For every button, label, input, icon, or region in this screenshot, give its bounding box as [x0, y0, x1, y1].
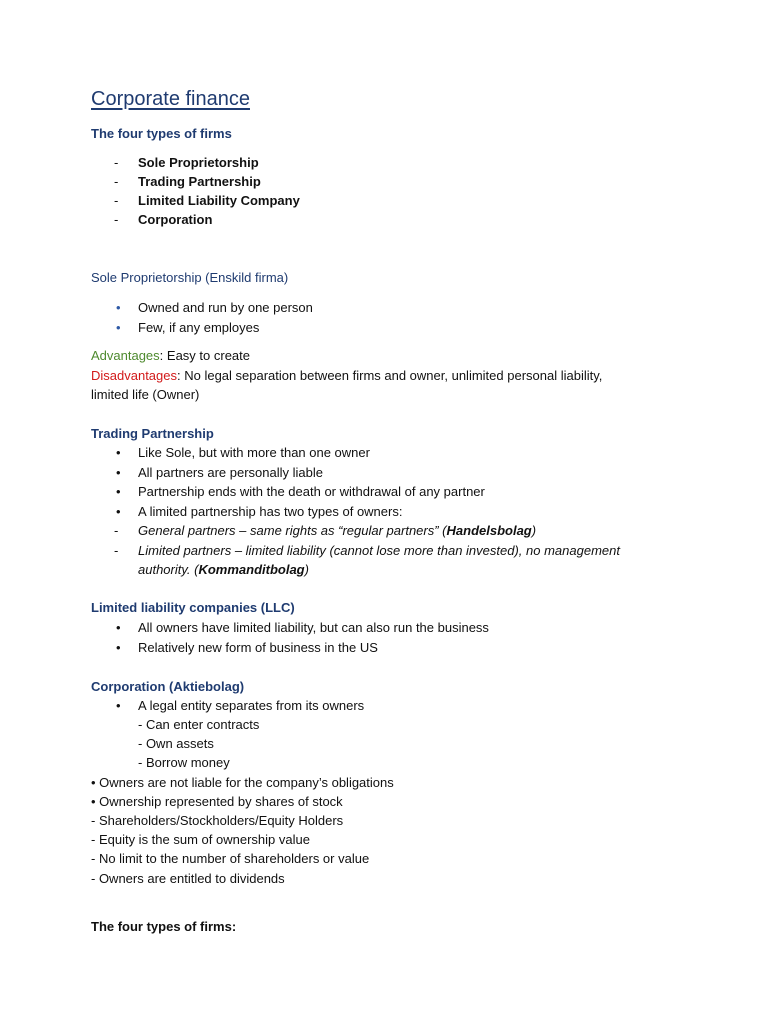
list-item: Sole Proprietorship — [138, 155, 259, 170]
limited-partners-text-2: authority. ( — [138, 562, 199, 577]
footer-heading: The four types of firms: — [91, 919, 237, 934]
bullet-icon: • — [116, 620, 121, 635]
list-item: Limited Liability Company — [138, 193, 300, 208]
page-title: Corporate finance — [91, 88, 250, 110]
list-marker: - — [114, 523, 119, 538]
bullet-icon: • — [116, 445, 121, 460]
llc-heading: Limited liability companies (LLC) — [91, 600, 295, 615]
bullet-icon: • — [116, 300, 121, 315]
general-partners-text: General partners – same rights as “regular partners” ( — [138, 523, 447, 538]
bullet-icon: • — [116, 698, 121, 713]
handelsbolag-term: Handelsbolag — [446, 523, 532, 538]
disadvantages-line — [91, 366, 602, 385]
list-item: Relatively new form of business in the US — [138, 640, 378, 655]
advantages-text: : Easy to create — [159, 348, 250, 363]
sub-item: - Can enter contracts — [138, 717, 260, 732]
corp-line: • Ownership represented by shares of stock — [91, 794, 343, 809]
corp-line: - Equity is the sum of ownership value — [91, 832, 310, 847]
bullet-icon: • — [116, 465, 121, 480]
list-item: Like Sole, but with more than one owner — [138, 445, 370, 460]
bullet-icon: • — [116, 640, 121, 655]
advantages-label: Advantages — [91, 348, 160, 363]
disadvantages-label: Disadvantages — [91, 368, 177, 383]
corp-line: - No limit to the number of shareholders or value — [91, 851, 370, 866]
list-marker: - — [114, 193, 119, 208]
disadvantages-line-2: limited life (Owner) — [91, 387, 200, 402]
list-item: Trading Partnership — [138, 174, 261, 189]
list-item: All partners are personally liable — [138, 465, 323, 480]
list-item: All owners have limited liability, but can also run the business — [138, 620, 489, 635]
sole-heading: Sole Proprietorship (Enskild firma) — [91, 270, 289, 285]
list-item: A legal entity separates from its owners — [138, 698, 365, 713]
limited-partners-item-cont — [138, 560, 309, 579]
list-marker: - — [114, 174, 119, 189]
list-item: Partnership ends with the death or withdrawal of any partner — [138, 484, 485, 499]
list-item: Corporation — [138, 212, 213, 227]
trading-heading: Trading Partnership — [91, 426, 214, 441]
corporation-heading: Corporation (Aktiebolag) — [91, 679, 245, 694]
disadvantages-text: : No legal separation between firms and owner, unlimited personal liability, — [177, 368, 603, 383]
sub-item: - Borrow money — [138, 755, 230, 770]
limited-partners-item: Limited partners – limited liability (cannot lose more than invested), no management — [138, 543, 620, 558]
corp-line: - Owners are entitled to dividends — [91, 871, 285, 886]
four-types-heading: The four types of firms — [91, 126, 232, 141]
list-item: Few, if any employes — [138, 320, 260, 335]
limited-partners-end: ) — [304, 562, 309, 577]
corp-line: - Shareholders/Stockholders/Equity Holders — [91, 813, 344, 828]
sub-item: - Own assets — [138, 736, 214, 751]
bullet-icon: • — [116, 504, 121, 519]
general-partners-end: ) — [531, 523, 537, 538]
list-marker: - — [114, 212, 119, 227]
list-marker: - — [114, 155, 119, 170]
corp-line: • Owners are not liable for the company’s obligations — [91, 775, 394, 790]
bullet-icon: • — [116, 484, 121, 499]
kommanditbolag-term: Kommanditbolag — [198, 562, 305, 577]
bullet-icon: • — [116, 320, 121, 335]
list-marker: - — [114, 543, 119, 558]
general-partners-item — [138, 521, 536, 540]
list-item: Owned and run by one person — [138, 300, 313, 315]
advantages-line — [91, 346, 250, 365]
list-item: A limited partnership has two types of owners: — [138, 504, 403, 519]
